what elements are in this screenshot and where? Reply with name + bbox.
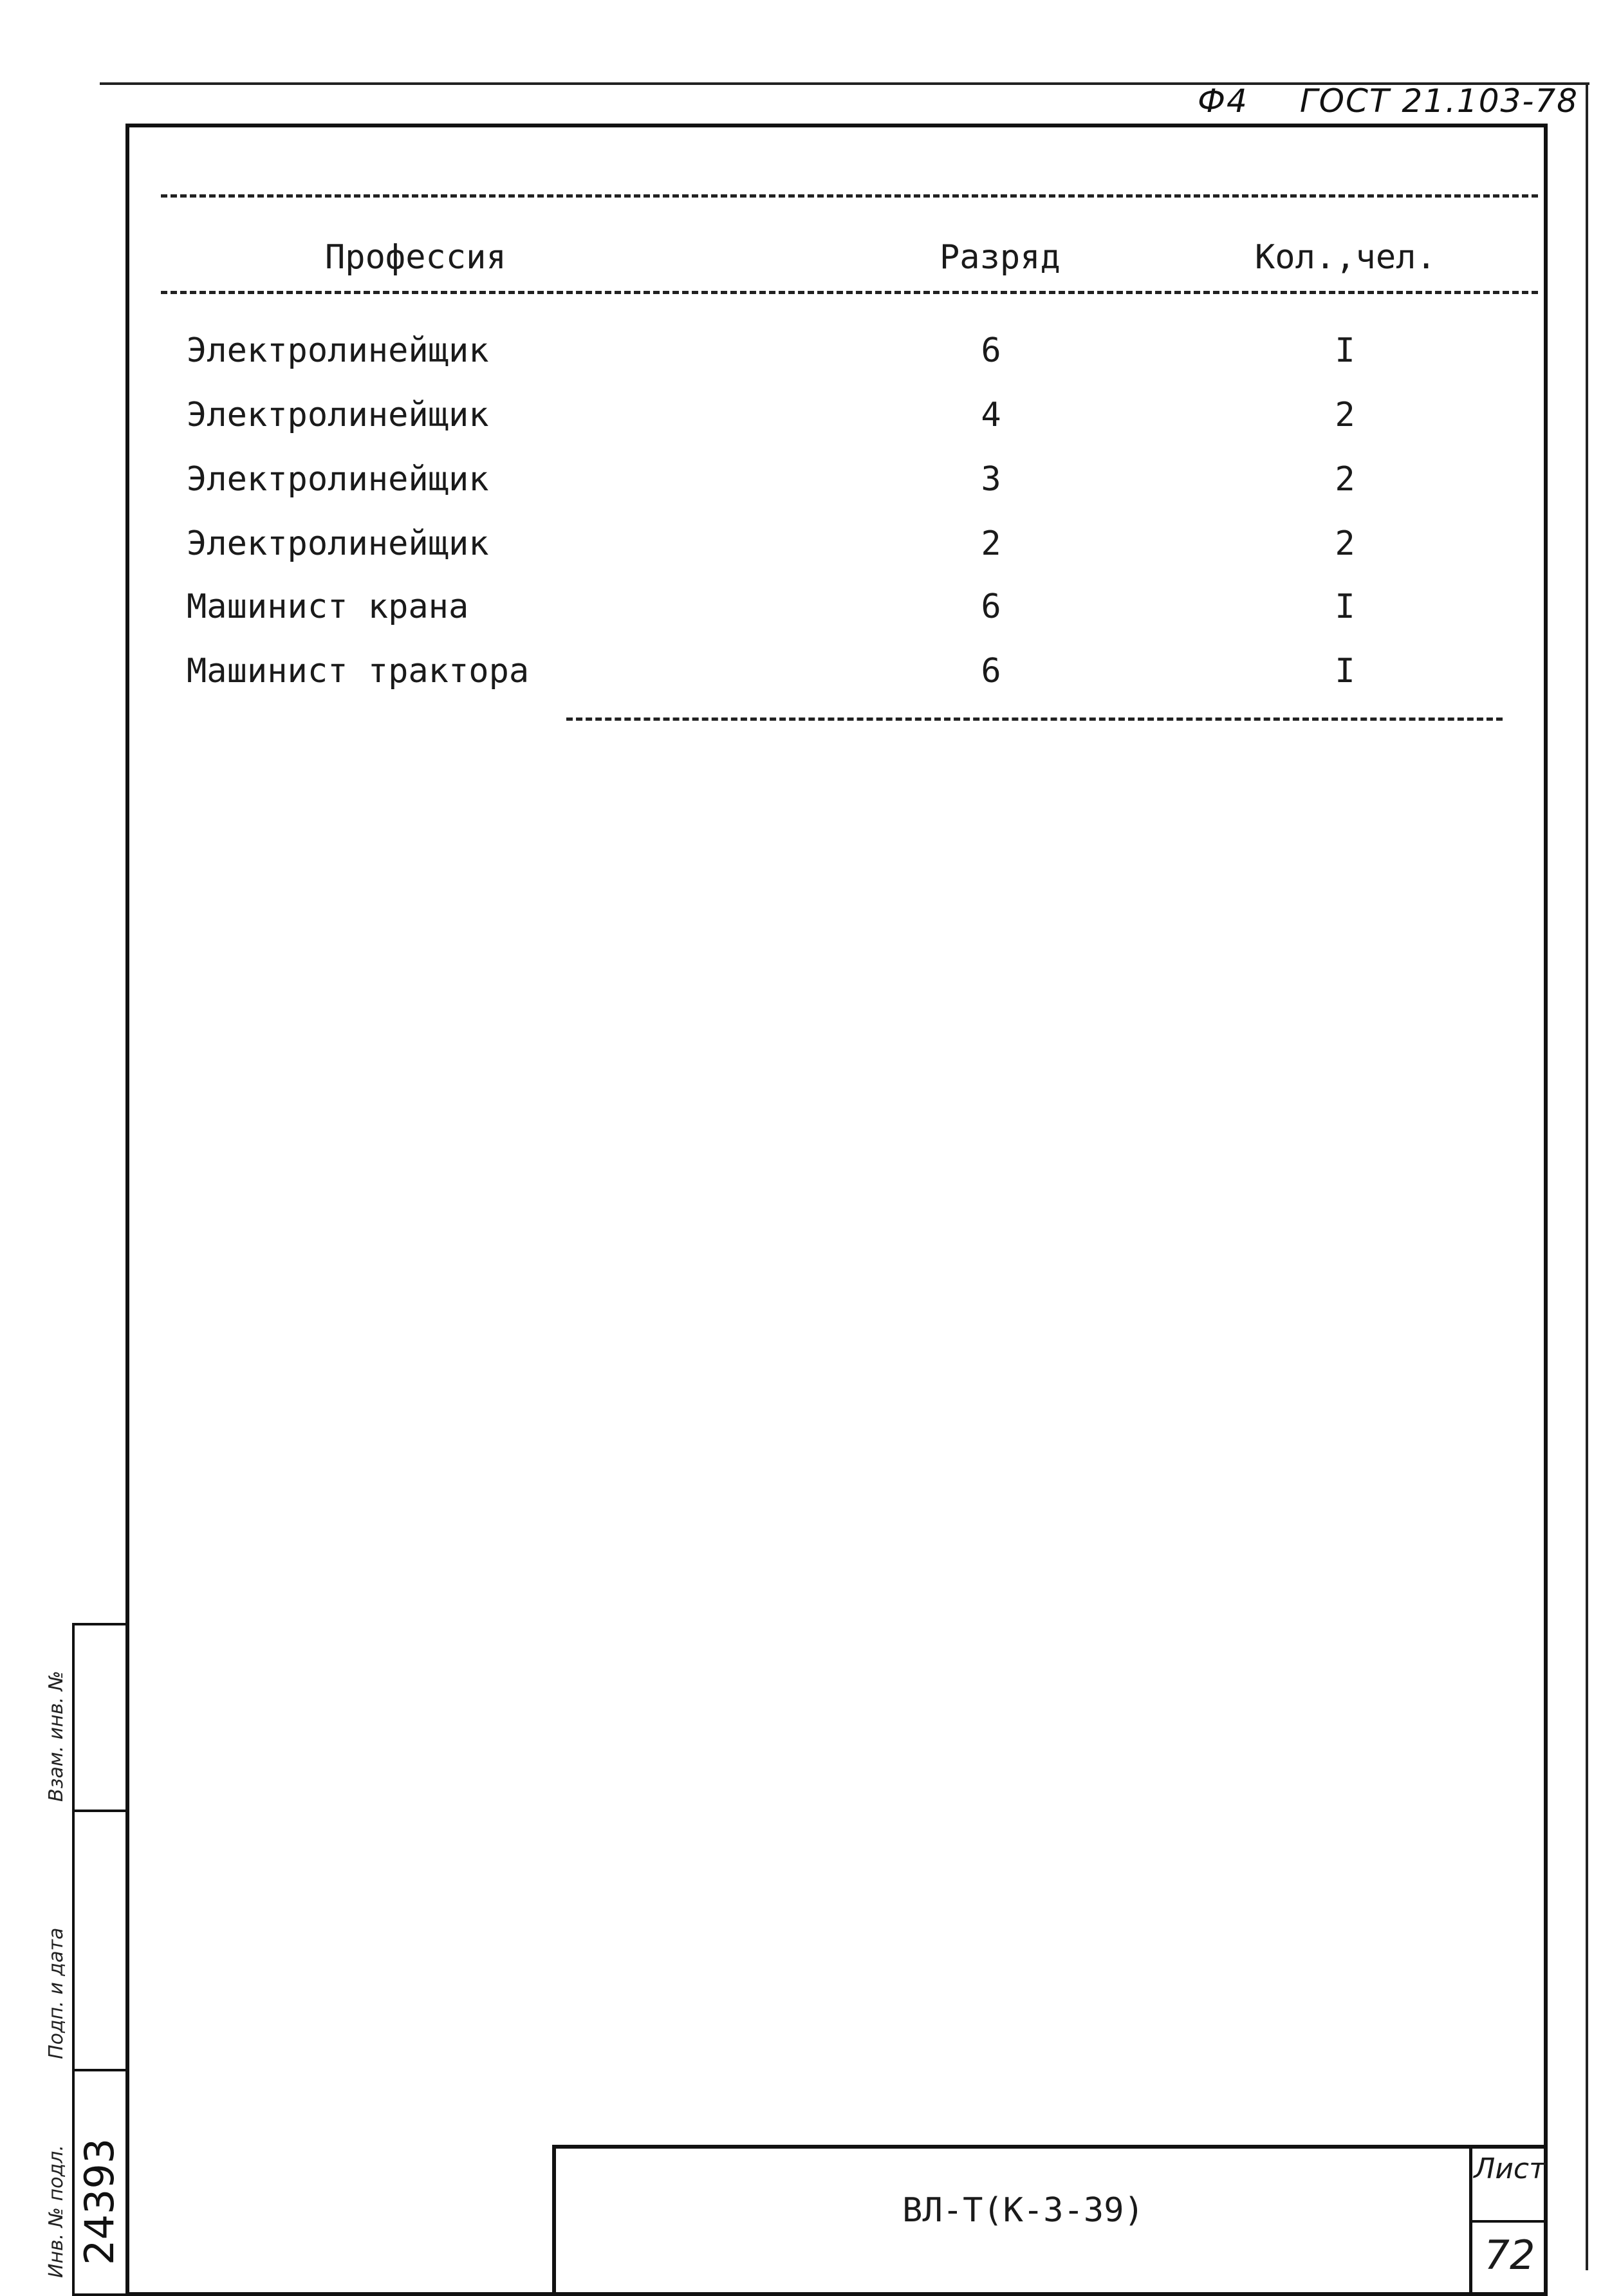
strip-label-signature: Подп. и дата — [45, 1927, 68, 2059]
row-count: I — [1335, 588, 1355, 626]
drawing-frame — [125, 124, 1548, 2296]
table-bottom-rule — [566, 718, 1503, 721]
row-profession: Электролинейщик — [187, 396, 489, 434]
strip-label-inventory: Инв. № подл. — [45, 2145, 68, 2278]
binding-strip-divider — [72, 2069, 126, 2071]
outer-right-rule — [1586, 82, 1588, 2270]
row-grade: 6 — [981, 588, 1001, 626]
table-header-rule — [161, 291, 1538, 294]
row-grade: 6 — [981, 331, 1001, 370]
row-grade: 4 — [981, 396, 1001, 434]
format-code: Ф4 — [1197, 82, 1248, 120]
row-profession: Электролинейщик — [187, 460, 489, 499]
row-count: 2 — [1335, 396, 1355, 434]
row-profession: Электролинейщик — [187, 331, 489, 370]
row-grade: 3 — [981, 460, 1001, 499]
col-header-profession: Профессия — [325, 238, 506, 277]
document-code: ВЛ-Т(К-3-39) — [902, 2191, 1144, 2230]
sheet-number: 72 — [1484, 2232, 1535, 2279]
format-stamp — [1198, 82, 1579, 120]
row-profession: Электролинейщик — [187, 524, 489, 563]
col-header-grade: Разряд — [940, 238, 1061, 277]
sheet-label: Лист — [1474, 2152, 1546, 2185]
inventory-number: 24393 — [76, 2138, 123, 2265]
standard-code: ГОСТ 21.103-78 — [1299, 82, 1579, 120]
strip-label-replacement: Взам. инв. № — [45, 1671, 68, 1802]
row-profession: Машинист трактора — [187, 652, 530, 690]
row-count: I — [1335, 331, 1355, 370]
row-count: I — [1335, 652, 1355, 690]
col-header-count: Кол.,чел. — [1255, 238, 1436, 277]
row-count: 2 — [1335, 460, 1355, 499]
row-grade: 6 — [981, 652, 1001, 690]
row-count: 2 — [1335, 524, 1355, 563]
table-top-rule — [161, 194, 1538, 198]
row-grade: 2 — [981, 524, 1001, 563]
row-profession: Машинист крана — [187, 588, 469, 626]
binding-strip-divider — [72, 1810, 126, 1812]
title-block-sheet-divider — [1469, 2220, 1548, 2223]
